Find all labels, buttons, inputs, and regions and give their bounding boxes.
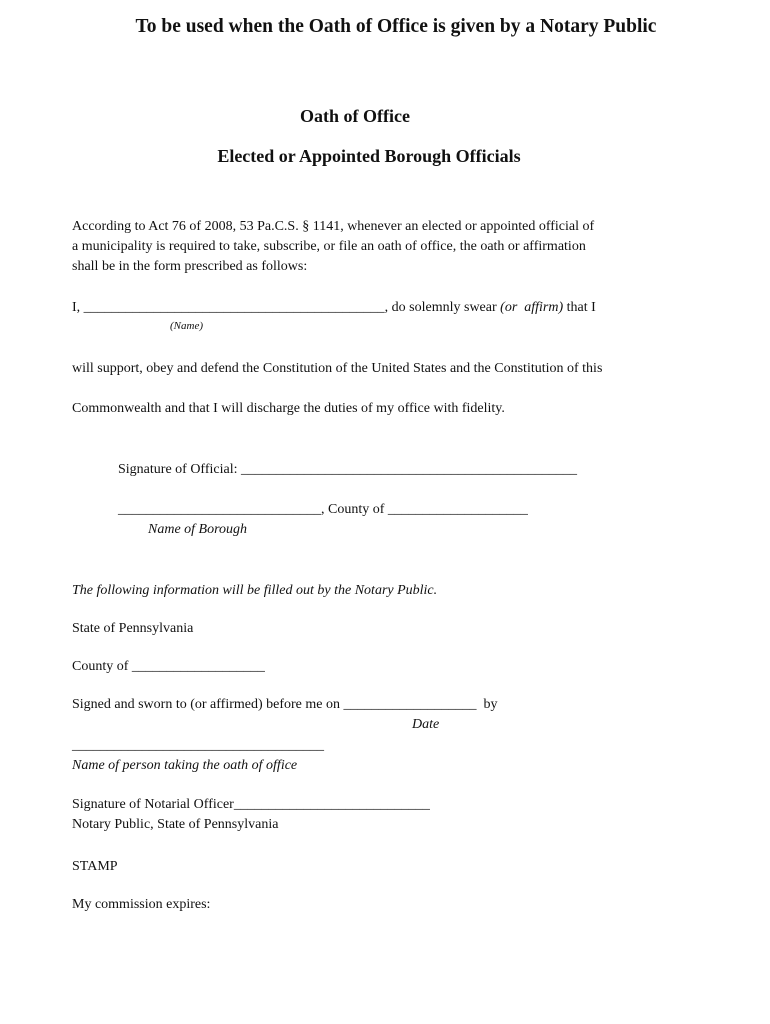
page-subtitle: Elected or Appointed Borough Officials bbox=[217, 146, 521, 166]
intro-line-2: a municipality is required to take, subscribe, or file an oath of office, the oath or affirmation bbox=[72, 239, 586, 254]
official-signature-field[interactable]: Signature of Official: ________________________________________________ bbox=[118, 462, 577, 477]
date-caption: Date bbox=[412, 717, 440, 732]
person-name-field[interactable]: ____________________________________ bbox=[72, 738, 324, 753]
borough-county-field[interactable]: _____________________________, County of ____________________ bbox=[118, 502, 528, 517]
notary-notice: The following information will be filled out by the Notary Public. bbox=[72, 583, 438, 598]
stamp-label: STAMP bbox=[72, 859, 118, 874]
notary-signature-field[interactable]: Signature of Notarial Officer____________________________ bbox=[72, 797, 430, 812]
form-instruction-heading: To be used when the Oath of Office is given by a Notary Public bbox=[135, 16, 657, 37]
oath-line-3: Commonwealth and that I will discharge the duties of my office with fidelity. bbox=[72, 401, 505, 416]
oath-name-blank[interactable]: I, ___________________________________________, do solemnly swear bbox=[72, 300, 501, 315]
borough-caption: Name of Borough bbox=[148, 522, 248, 537]
oath-line-1-end: that I bbox=[563, 300, 596, 315]
notary-title: Notary Public, State of Pennsylvania bbox=[72, 817, 279, 832]
intro-line-3: shall be in the form prescribed as follows: bbox=[72, 259, 308, 274]
name-caption: (Name) bbox=[170, 320, 203, 332]
commission-expires-label: My commission expires: bbox=[72, 897, 211, 912]
state-label: State of Pennsylvania bbox=[72, 621, 194, 636]
page-title: Oath of Office bbox=[300, 106, 410, 126]
oath-line-2: will support, obey and defend the Constitution of the United States and the Constitution of this bbox=[72, 361, 603, 376]
intro-line-1: According to Act 76 of 2008, 53 Pa.C.S. § 1141, whenever an elected or appointed official of bbox=[72, 219, 595, 234]
person-caption: Name of person taking the oath of office bbox=[72, 758, 298, 773]
sworn-date-field[interactable]: Signed and sworn to (or affirmed) before me on ___________________ by bbox=[72, 697, 498, 712]
oath-line-1 bbox=[72, 298, 596, 318]
affirm-text: (or affirm) bbox=[500, 300, 564, 315]
county-field[interactable]: County of ___________________ bbox=[72, 659, 265, 674]
